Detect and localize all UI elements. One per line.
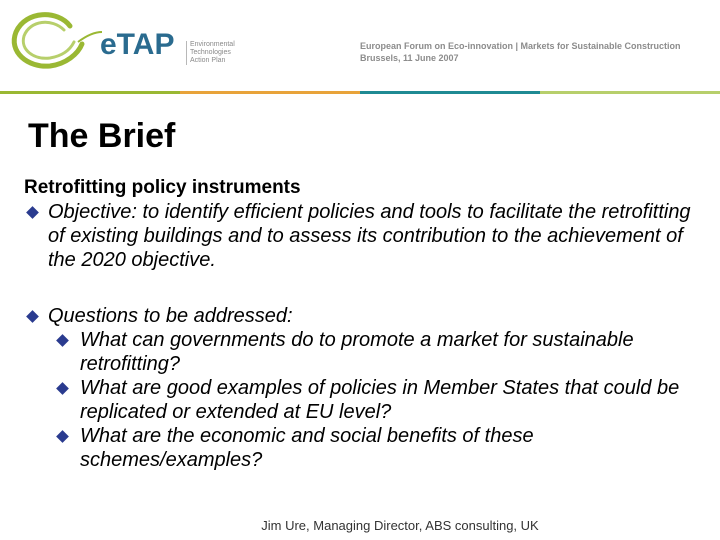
sub-bullet-text: What are good examples of policies in Member States that could be replicated or extended at EU level? [80,377,680,423]
slide-body [24,176,704,472]
color-bar-teal [360,91,540,94]
bullet-text: Questions to be addressed: [48,305,293,327]
slide-header [0,0,720,92]
logo-text: eTAP [100,28,175,61]
event-location-date: Brussels, 11 June 2007 [360,53,459,63]
diamond-bullet-icon [56,334,69,347]
diamond-bullet-icon [26,206,39,219]
logo-tagline [186,41,260,65]
etap-logo [8,6,184,72]
bullet-item [24,304,704,328]
sub-bullet-item [24,424,704,472]
color-bar-orange [180,91,360,94]
bullet-item [24,200,704,272]
sub-bullet-item [24,376,704,424]
diamond-bullet-icon [56,430,69,443]
slide-title: The Brief [28,117,176,155]
sub-bullet-text: What are the economic and social benefits of these schemes/examples? [80,425,534,471]
logo-tagline-line: Technologies [190,49,231,56]
event-info [360,40,681,64]
diamond-bullet-icon [26,310,39,323]
sub-bullet-text: What can governments do to promote a market for sustainable retrofitting? [80,329,634,375]
event-title: European Forum on Eco-innovation | Markets for Sustainable Construction [360,41,681,51]
color-bar-green [0,91,180,94]
sub-bullet-item [24,328,704,376]
section-heading: Retrofitting policy instruments [24,177,301,198]
bullet-text: Objective: to identify efficient policies and tools to facilitate the retrofitting of existing buildings and to assess its contribution to the achievement of the 2020 objective. [48,201,691,271]
color-bar-lightgreen [540,91,720,94]
diamond-bullet-icon [56,382,69,395]
logo-tagline-line: Environmental [190,41,235,48]
logo-tagline-line: Action Plan [190,57,226,64]
slide-footer: Jim Ure, Managing Director, ABS consulting, UK [261,518,539,533]
